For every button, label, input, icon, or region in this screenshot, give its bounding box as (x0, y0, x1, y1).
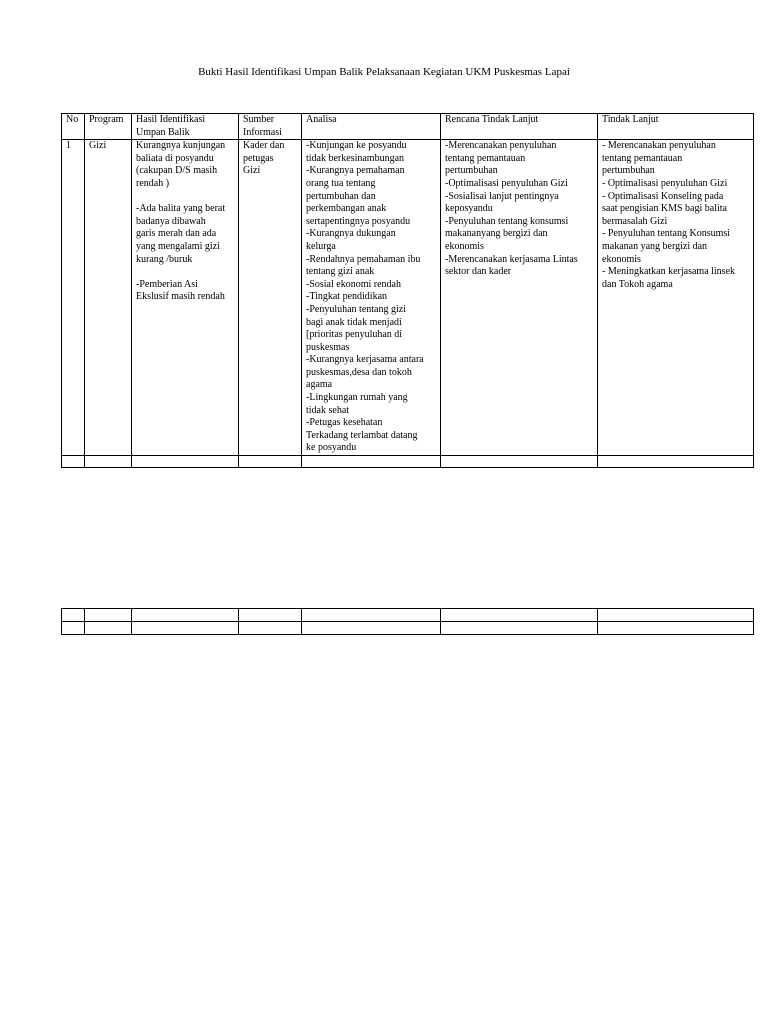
header-program: Program (85, 114, 132, 140)
cell-analisa (302, 140, 441, 456)
cell-text-line: -Penyuluhan tentang gizi (306, 303, 406, 315)
cell-text-line: [prioritas penyuluhan di (306, 329, 403, 341)
identification-table (61, 113, 754, 468)
cell-text-line: - Merencanakan penyuluhan (602, 140, 716, 152)
cell-no: 1 (62, 140, 85, 456)
cell-text-line: -Merencanakan kerjasama Lintas (445, 253, 578, 265)
cell-text-line: baliata di posyandu (136, 152, 214, 164)
cell-hasil (132, 140, 239, 456)
cell-text-line (136, 191, 234, 204)
cell-text-line: ke posyandu (306, 442, 357, 454)
cell-text-line: Kurangnya kunjungan (136, 140, 226, 152)
cell-text-line: ekonomis (602, 253, 641, 265)
header-hasil-identifikasi: Hasil Identifikasi Umpan Balik (132, 114, 239, 140)
cell-text-line: Kader dan (243, 140, 285, 152)
cell-text-line: tentang pemantauan (602, 152, 683, 164)
cell-text-line: -Kunjungan ke posyandu (306, 140, 407, 152)
cell-text-line: -Kurangnya pemahaman (306, 165, 405, 177)
cell-text-line: -Pemberian Asi (136, 278, 198, 290)
cell-text-line: yang mengalami gizi (136, 240, 220, 252)
document-title: Bukti Hasil Identifikasi Umpan Balik Pelaksanaan Kegiatan UKM Puskesmas Lapai (198, 66, 570, 78)
cell-text-line: - Optimalisasi penyuluhan Gizi (602, 177, 728, 189)
cell-text-line: rendah ) (136, 177, 170, 189)
cell-text-line: orang tua tentang (306, 177, 376, 189)
cell-text-line: tidak sehat (306, 404, 350, 416)
cell-text-line: saat pengisian KMS bagi balita (602, 203, 727, 215)
empty-table-row (62, 622, 754, 635)
cell-text-line: tentang pemantauan (445, 152, 526, 164)
table-header-row (62, 114, 754, 140)
cell-rencana (441, 140, 598, 456)
cell-text-line: puskesmas,desa dan tokoh (306, 366, 412, 378)
cell-text-line: -Tingkat pendidikan (306, 291, 388, 303)
cell-text-line (136, 266, 234, 279)
cell-text-line: dan Tokoh agama (602, 278, 673, 290)
header-sumber-informasi: Sumber Informasi (239, 114, 302, 140)
cell-text-line: tidak berkesinambungan (306, 152, 405, 164)
cell-sumber (239, 140, 302, 456)
cell-text-line: kelurga (306, 240, 336, 252)
cell-text-line: tentang gizi anak (306, 266, 375, 278)
header-analisa: Analisa (302, 114, 441, 140)
cell-text-line: sektor dan kader (445, 266, 512, 278)
cell-text-line: -Optimalisasi penyuluhan Gizi (445, 177, 568, 189)
cell-text-line: pertumbuhan dan (306, 190, 376, 202)
cell-text-line: -Rendahnya pemahaman ibu (306, 253, 421, 265)
cell-text-line: -Lingkungan rumah yang (306, 392, 408, 404)
cell-program: Gizi (85, 140, 132, 456)
cell-text-line: -Merencanakan penyuluhan (445, 140, 557, 152)
cell-text-line: -Penyuluhan tentang konsumsi (445, 215, 569, 227)
cell-text-line: (cakupan D/S masih (136, 165, 218, 177)
cell-text-line: petugas (243, 152, 274, 164)
header-rencana-tindak-lanjut: Rencana Tindak Lanjut (441, 114, 598, 140)
cell-text-line: agama (306, 379, 333, 391)
cell-text-line: sertapentingnya posyandu (306, 215, 411, 227)
cell-text-line: makananyang bergizi dan (445, 228, 548, 240)
cell-text-line: bermasalah Gizi (602, 215, 668, 227)
cell-text-line: -Sosialisai lanjut pentingnya (445, 190, 559, 202)
empty-table (61, 608, 754, 635)
cell-text-line: bagi anak tidak menjadi (306, 316, 402, 328)
cell-text-line: puskesmas (306, 341, 350, 353)
cell-text-line: makanan yang bergizi dan (602, 240, 708, 252)
cell-text-line: kurang /buruk (136, 253, 193, 265)
cell-text-line: badanya dibawah (136, 215, 206, 227)
cell-text-line: -Petugas kesehatan (306, 417, 383, 429)
cell-tindak (598, 140, 754, 456)
cell-text-line: Ekslusif masih rendah (136, 291, 225, 303)
empty-table-row (62, 456, 754, 468)
cell-text-line: ekonomis (445, 240, 484, 252)
cell-text-line: Gizi (243, 165, 261, 177)
table-row (62, 140, 754, 456)
cell-text-line: -Sosial ekonomi rendah (306, 278, 401, 290)
cell-text-line: -Kurangnya kerjasama antara (306, 354, 424, 366)
cell-text-line: pertumbuhan (602, 165, 655, 177)
cell-text-line: -Kurangnya dukungan (306, 228, 396, 240)
cell-text-line: garis merah dan ada (136, 228, 217, 240)
cell-text-line: Terkadang terlambat datang (306, 429, 418, 441)
header-no: No (62, 114, 85, 140)
cell-text-line: keposyandu (445, 203, 493, 215)
cell-text-line: -Ada balita yang berat (136, 203, 226, 215)
cell-text-line: perkembangan anak (306, 203, 387, 215)
cell-text-line: pertumbuhan (445, 165, 498, 177)
header-tindak-lanjut: Tindak Lanjut (598, 114, 754, 140)
cell-text-line: - Penyuluhan tentang Konsumsi (602, 228, 731, 240)
cell-text-line: - Optimalisasi Konseling pada (602, 190, 724, 202)
empty-table-row (62, 609, 754, 622)
cell-text-line: - Meningkatkan kerjasama linsek (602, 266, 736, 278)
